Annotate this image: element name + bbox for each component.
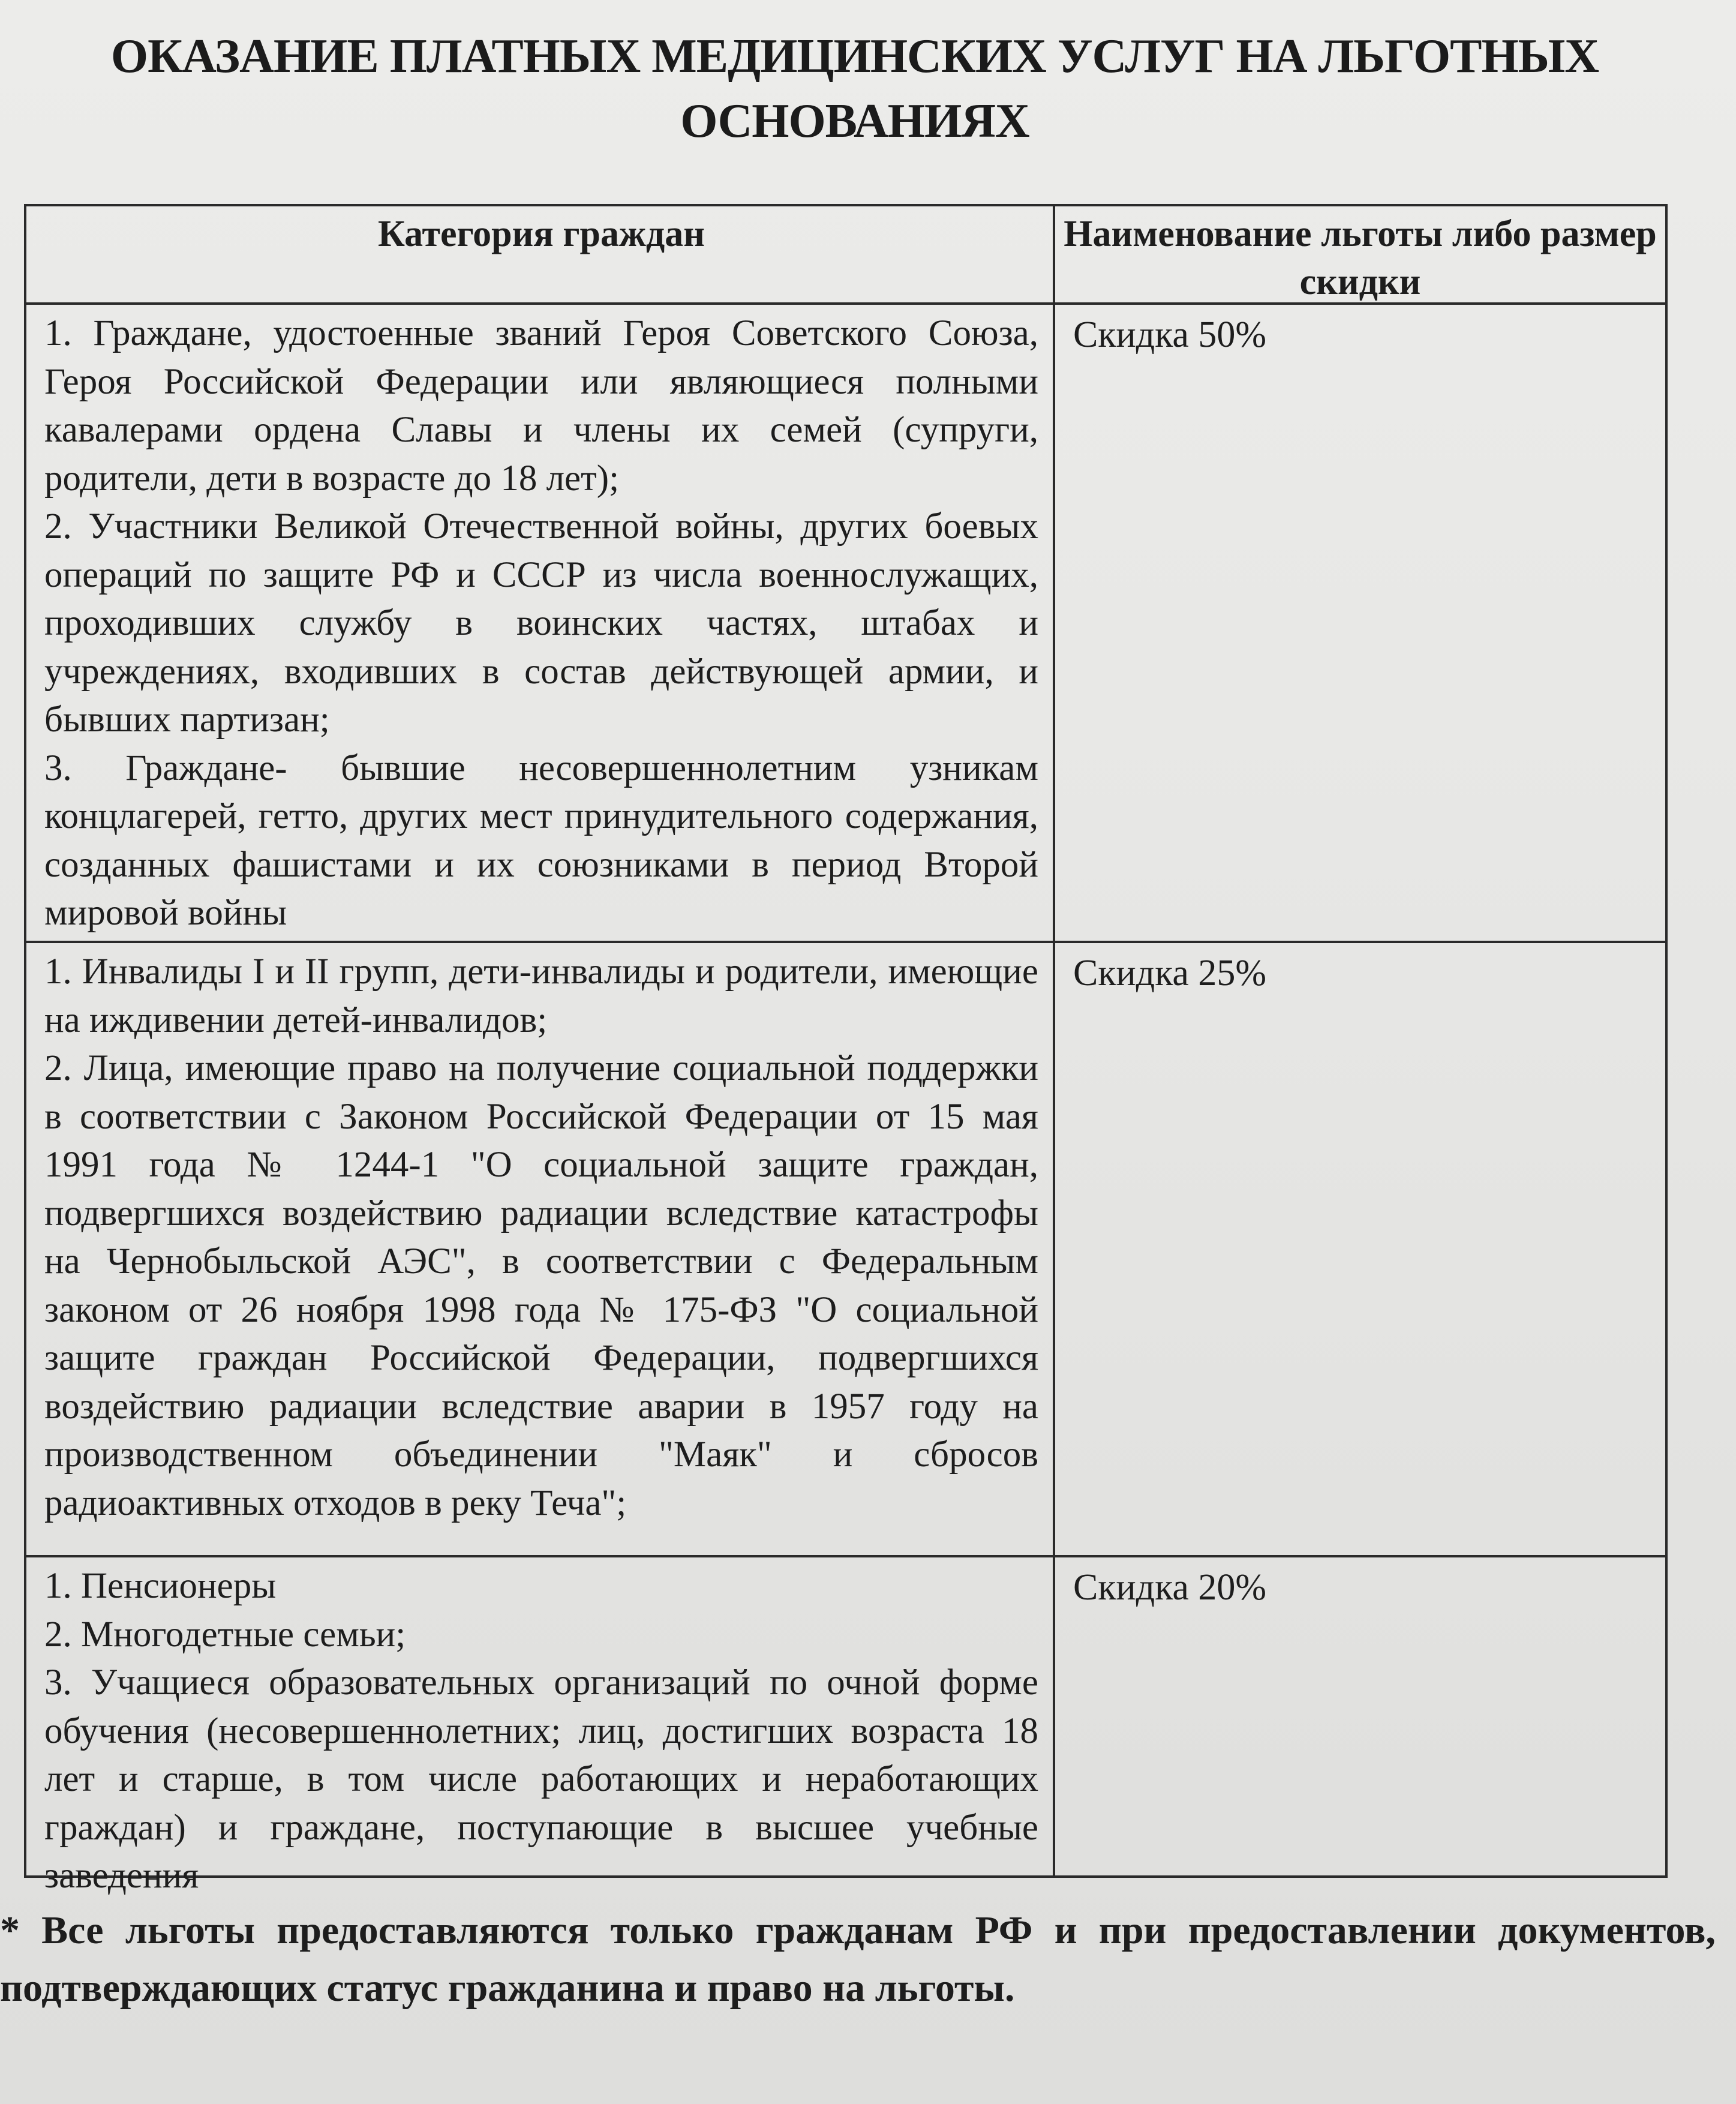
page-title: ОКАЗАНИЕ ПЛАТНЫХ МЕДИЦИНСКИХ УСЛУГ НА ЛЬГОТНЫХ ОСНОВАНИЯХ	[110, 30, 1599, 148]
table-header-row	[26, 206, 1665, 302]
category-item: 3. Граждане- бывшие несовершеннолетним узникам концлагерей, гетто, других мест принудительного содержания, созданных фашистами и их союзниками в период Второй мировой войны	[44, 748, 1038, 933]
category-item: 1. Инвалиды I и II групп, дети-инвалиды и родители, имеющие на иждивении детей-инвалидов;	[44, 952, 1038, 1040]
table-row	[26, 1555, 1665, 1896]
footnote: * Все льготы предоставляются только гражданам РФ и при предоставлении документов, подтверждающих статус гражданина и право на льготы.	[0, 1908, 1716, 2010]
category-item: 2. Лица, имеющие право на получение социальной поддержки в соответствии с Законом Российской Федерации от 15 мая 1991 года № 1244-1 "О социальной защите граждан, подвергшихся воздействию радиации вследствие катастрофы на Чернобыльской АЭС", в соответствии с Федеральным законом от 26 ноября 1998 года № 175-ФЗ "О социальной защите граждан Российской Федерации, подвергшихся воздействию радиации вследствие аварии в 1957 году на производственном объединении "Маяк" и сбросов радиоактивных отходов в реку Теча";	[44, 1048, 1038, 1523]
category-cell	[26, 305, 1055, 941]
discount-cell	[1055, 305, 1665, 941]
discount-cell	[1055, 1557, 1665, 1875]
header-category: Категория граждан	[26, 206, 1055, 302]
table-row	[26, 302, 1665, 941]
table-row	[26, 941, 1665, 1555]
header-benefit: Наименование льготы либо размер скидки	[1064, 214, 1657, 302]
discount-cell	[1055, 943, 1665, 1555]
category-item: 1. Пенсионеры	[44, 1566, 277, 1606]
discount-value: Скидка 20%	[1073, 1567, 1267, 1608]
category-item: 2. Участники Великой Отечественной войны, других боевых операций по защите РФ и СССР из числа военнослужащих, проходивших службу в воинских частях, штабах и учреждениях, входивших в состав действующей армии, и бывших партизан;	[44, 506, 1038, 740]
category-cell	[26, 943, 1055, 1555]
category-item: 1. Граждане, удостоенные званий Героя Советского Союза, Героя Российской Федерации или являющиеся полными кавалерами ордена Славы и члены их семей (супруги, родители, дети в возрасте до 18 лет);	[44, 313, 1038, 499]
category-item: 2. Многодетные семьи;	[44, 1614, 406, 1655]
discount-value: Скидка 50%	[1073, 314, 1267, 355]
benefits-table	[24, 204, 1668, 1896]
category-cell	[26, 1557, 1055, 1896]
category-item: 3. Учащиеся образовательных организаций по очной форме обучения (несовершеннолетних; лиц, достигших возраста 18 лет и старше, в том числе работающих и неработающих граждан) и граждане, поступающие в высшее учебные заведения	[44, 1662, 1038, 1896]
discount-value: Скидка 25%	[1073, 953, 1267, 994]
